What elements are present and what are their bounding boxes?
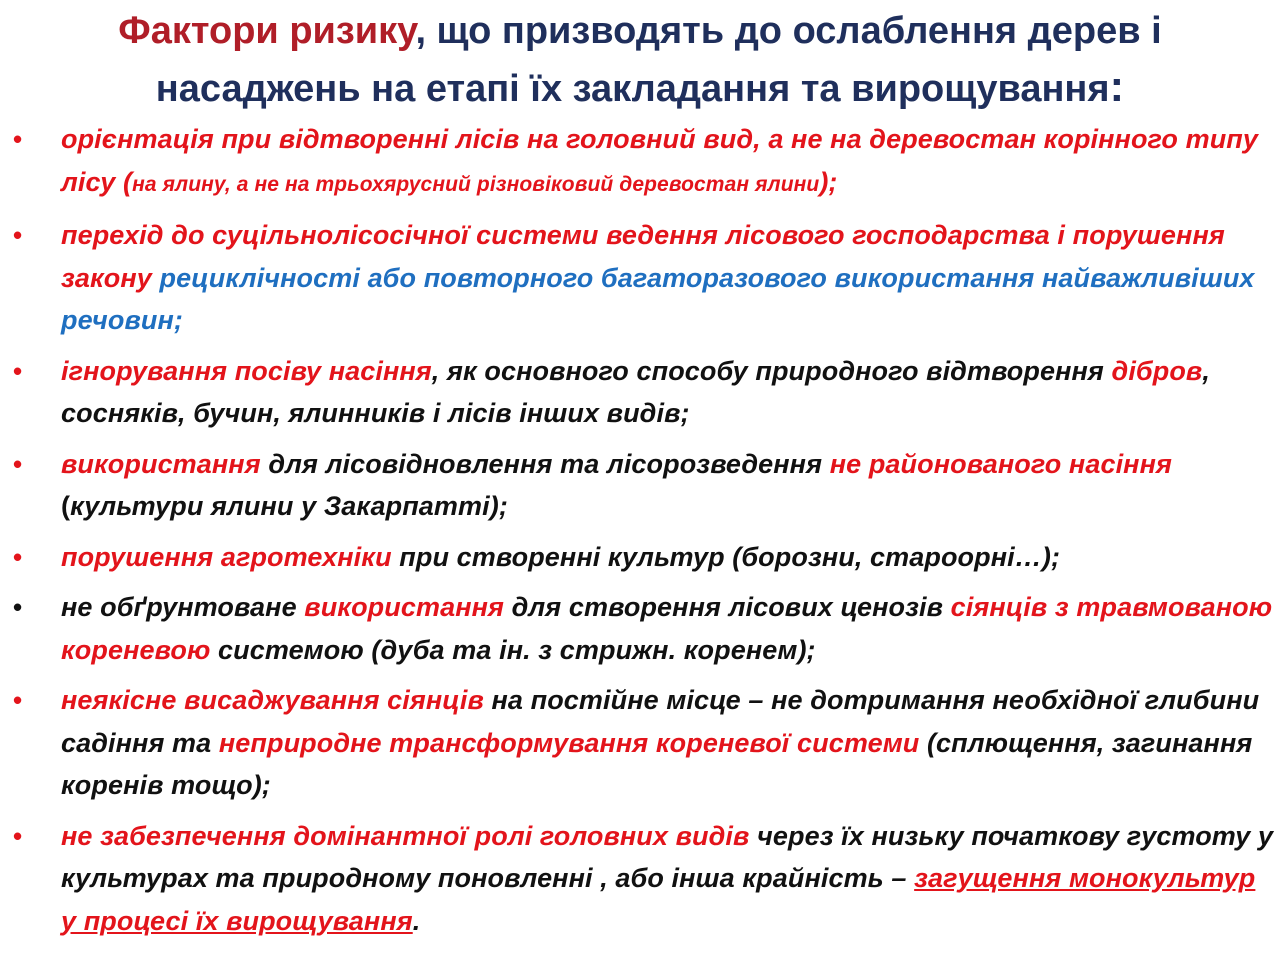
item-text: . xyxy=(412,905,421,936)
item-text: неприродне трансформування кореневої системи xyxy=(218,727,920,758)
item-text-small: на ялину, а не на трьохярусний різновіковий деревостан ялини xyxy=(132,172,820,196)
item-text: на постійне місце – не дотримання необхідної глибини садіння та xyxy=(61,685,1260,758)
list-item xyxy=(0,586,1280,671)
item-text: не районованого насіння xyxy=(829,448,1172,479)
item-text-underlined: загущення монокультур у процесі їх вирощування xyxy=(61,863,1256,936)
list-item xyxy=(0,214,1280,342)
list-item xyxy=(0,536,1280,579)
item-text: не забезпечення домінантної ролі головних видів xyxy=(61,820,750,851)
list-item xyxy=(0,118,1280,206)
item-text: орієнтація при відтворенні лісів на головний вид, а не на деревостан корінного типу лісу ( xyxy=(61,124,1258,197)
item-text: перехід до суцільнолісосічної системи ведення лісового господарства і порушення закону xyxy=(61,220,1225,293)
item-text: ігнорування посіву насіння xyxy=(61,355,432,386)
item-text: використання xyxy=(61,448,261,479)
bullet-dot: • xyxy=(13,355,23,386)
item-text: (сплющення, загинання коренів тощо); xyxy=(61,727,1253,800)
item-text: сіянців з травмованою кореневою xyxy=(61,592,1273,665)
item-text: для створення лісових ценозів xyxy=(504,592,951,622)
title-colon: : xyxy=(1109,62,1125,111)
item-text: при створенні культур (борозни, староорні…); xyxy=(391,541,1061,572)
list-item xyxy=(0,443,1280,528)
title-text-line2: насаджень на етапі їх закладання та вирощування xyxy=(155,68,1110,110)
item-text: , сосняків, бучин, ялинників і лісів інших видів; xyxy=(61,355,1210,428)
list-item xyxy=(0,815,1280,943)
bullet-dot: • xyxy=(13,541,23,572)
bullet-dot: • xyxy=(13,124,23,154)
list-item xyxy=(0,679,1280,807)
item-text: ( xyxy=(61,491,71,521)
item-text: не обґрунтоване xyxy=(61,592,305,622)
bullet-dot: • xyxy=(13,592,23,622)
item-text-blue: рециклічності або повторного багаторазового використання найважливіших речовин; xyxy=(61,262,1255,335)
item-text: через їх низьку початкову густоту у культурах та природному поновленні , або інша крайність – xyxy=(61,820,1274,893)
risk-factors-list xyxy=(0,118,1280,950)
item-text: використання xyxy=(304,592,505,622)
title-text-line1: , що призводять до ослаблення дерев і xyxy=(415,10,1162,52)
list-item xyxy=(0,350,1280,435)
slide-title xyxy=(0,4,1280,117)
item-text: порушення агротехніки xyxy=(61,541,392,572)
bullet-dot: • xyxy=(13,448,23,479)
bullet-dot: • xyxy=(13,685,23,715)
item-text: , як основного способу природного відтворення xyxy=(431,355,1112,386)
item-text: культури ялини у Закарпатті); xyxy=(70,491,508,521)
bullet-dot: • xyxy=(13,220,23,250)
item-text: неякісне висаджування сіянців xyxy=(61,685,484,715)
title-highlight: Фактори ризику xyxy=(118,10,416,52)
item-text: для лісовідновлення та лісорозведення xyxy=(260,448,830,479)
bullet-dot: • xyxy=(13,820,23,851)
item-text: ); xyxy=(819,166,838,197)
item-text: системою (дуба та ін. з стрижн. коренем); xyxy=(210,634,816,665)
item-text: дібров xyxy=(1111,355,1203,386)
